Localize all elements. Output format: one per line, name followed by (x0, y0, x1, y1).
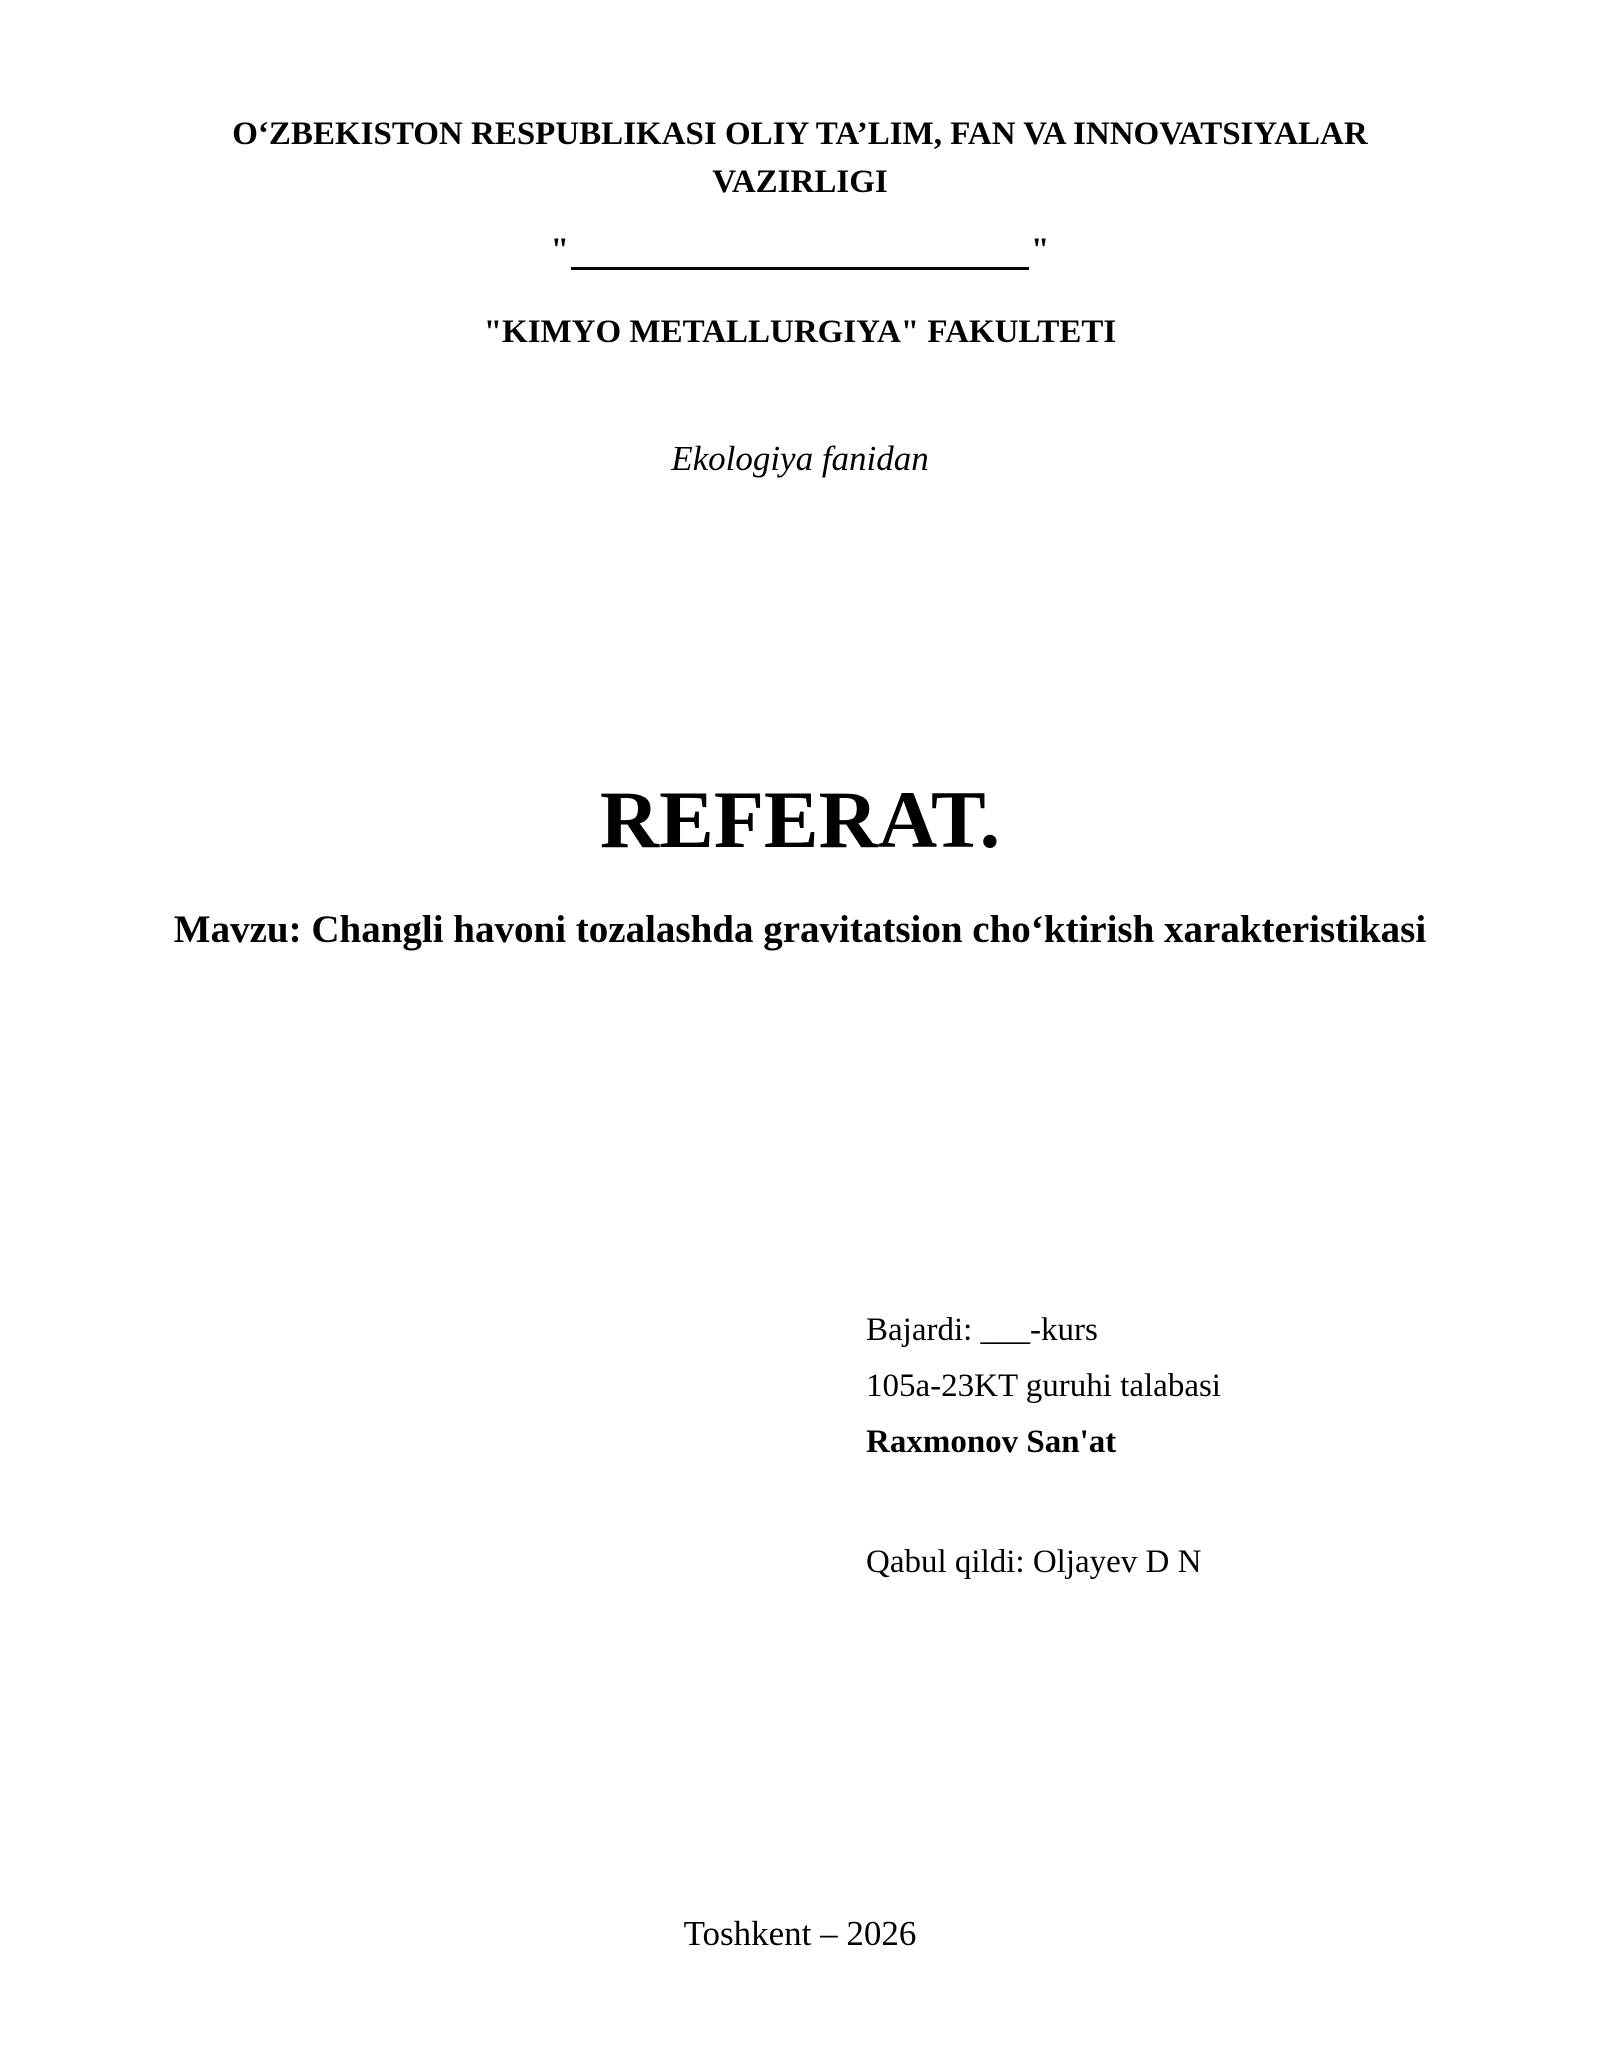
author-course: Bajardi: ___-kurs (866, 1312, 1098, 1348)
institution-open-quote: " (550, 232, 569, 268)
city-year: Toshkent – 2026 (683, 1914, 917, 1953)
topic-line: Mavzu: Changli havoni tozalashda gravitatsion cho‘ktirish xarakteristikasi (173, 908, 1427, 951)
author-name: Raxmonov San'at (866, 1424, 1117, 1460)
ministry-line-2: VAZIRLIGI (712, 164, 888, 200)
ministry-line-1: O‘ZBEKISTON RESPUBLIKASI OLIY TA’LIM, FAN VA INNOVATSIYALAR (232, 116, 1368, 152)
institution-blank-rule (571, 231, 1029, 270)
faculty-heading: "KIMYO METALLURGIYA" FAKULTETI (483, 314, 1117, 350)
subject-line: Ekologiya fanidan (671, 439, 929, 478)
author-group: 105a-23KT guruhi talabasi (866, 1368, 1221, 1404)
institution-close-quote: " (1031, 232, 1050, 268)
institution-blank (0, 230, 1600, 270)
ministry-heading (0, 110, 1600, 206)
accepted-by: Qabul qildi: Oljayev D N (866, 1544, 1202, 1580)
document-title: REFERAT. (599, 774, 1001, 865)
